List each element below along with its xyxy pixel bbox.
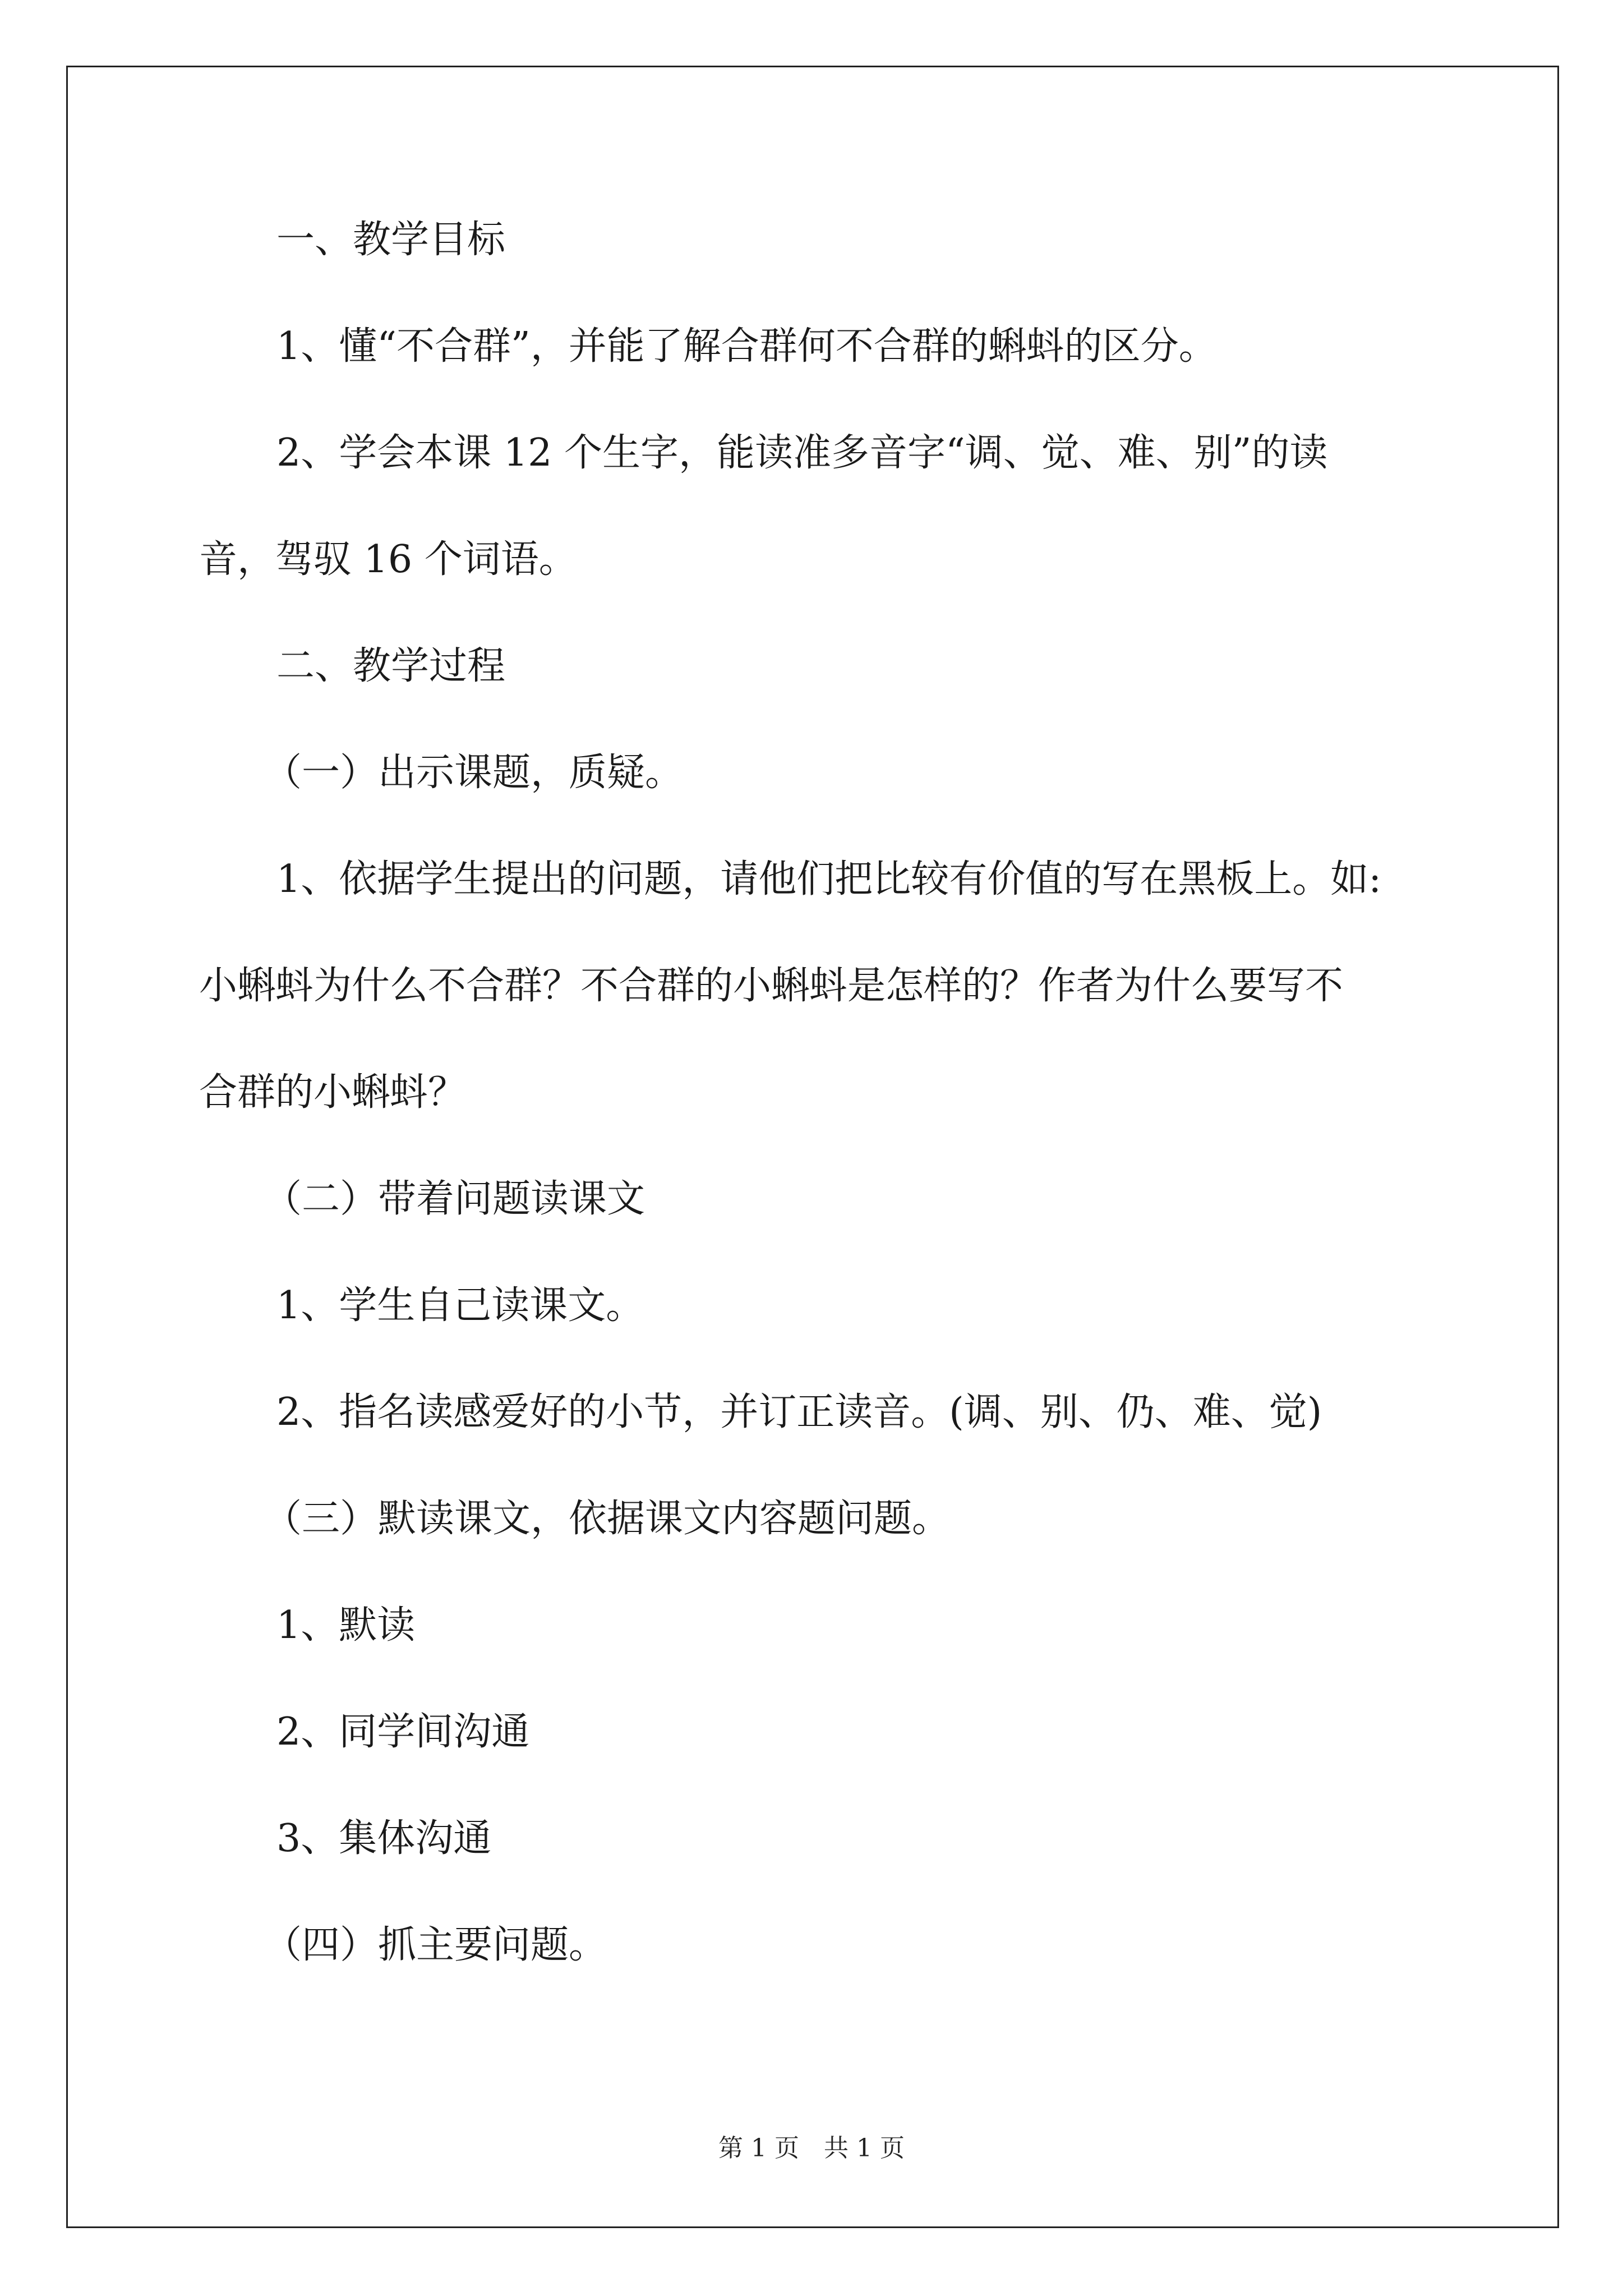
subheading: （一）出示课题，质疑。 [264,751,684,795]
paragraph: 1、依据学生提出的问题，请他们把比较有价值的写在黑板上。如: [276,857,1382,901]
page-border [66,66,1559,2228]
paragraph: 2、指名读感爱好的小节，并订正读音。(调、别、仍、难、觉) [276,1390,1322,1434]
subheading: （三）默读课文，依据课文内容题问题。 [264,1497,951,1541]
heading-teaching-process: 二、教学过程 [276,644,506,688]
paragraph: 1、学生自己读课文。 [276,1283,644,1328]
paragraph-continuation: 音，驾驭 16 个词语。 [199,537,577,582]
page-footer: 第 1 页 共 1 页 [718,2134,905,2162]
subheading: （四）抓主要问题。 [264,1923,607,1967]
paragraph: 1、懂“不合群”，并能了解合群何不合群的蝌蚪的区分。 [276,324,1217,369]
paragraph: 2、学会本课 12 个生字，能读准多音字“调、觉、难、别”的读 [276,431,1328,475]
paragraph-continuation: 合群的小蝌蚪？ [199,1070,467,1115]
paragraph: 3、集体沟通 [276,1816,492,1861]
paragraph-continuation: 小蝌蚪为什么不合群？不合群的小蝌蚪是怎样的？作者为什么要写不 [199,964,1344,1008]
subheading: （二）带着问题读课文 [264,1177,645,1221]
heading-teaching-goals: 一、教学目标 [276,218,506,262]
paragraph: 1、默读 [276,1603,416,1648]
paragraph: 2、同学间沟通 [276,1710,530,1754]
